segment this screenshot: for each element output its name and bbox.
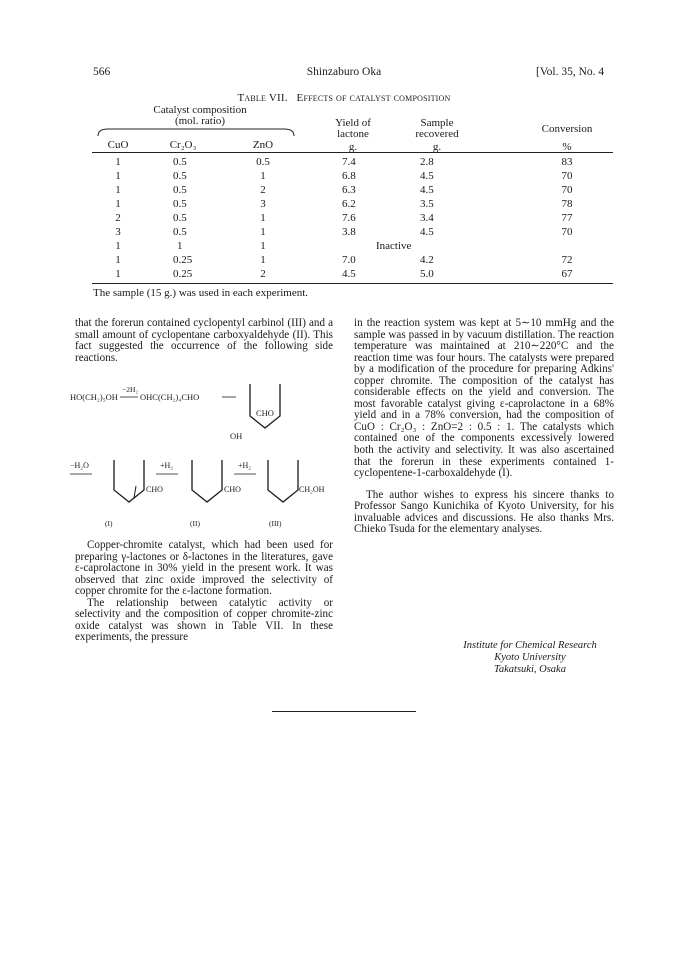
affiliation-line: Kyoto University bbox=[494, 652, 566, 663]
cell-cuo: 2 bbox=[115, 212, 121, 224]
cell-cuo: 1 bbox=[115, 156, 121, 168]
table-header-rule bbox=[92, 152, 613, 153]
step-minus-water: −H₂O bbox=[70, 461, 89, 470]
cell-yield: 4.5 bbox=[342, 268, 356, 280]
ring-icon bbox=[268, 460, 298, 502]
running-author: Shinzaburo Oka bbox=[306, 66, 382, 78]
cell-zno: 1 bbox=[260, 254, 266, 266]
cell-conversion: 70 bbox=[561, 226, 573, 238]
cell-cuo: 1 bbox=[115, 184, 121, 196]
label-I: (I) bbox=[105, 519, 113, 528]
cell-zno: 1 bbox=[260, 170, 266, 182]
cell-cuo: 1 bbox=[115, 268, 121, 280]
table-footnote: The sample (15 g.) was used in each experiment. bbox=[93, 287, 309, 299]
cell-zno: 1 bbox=[260, 226, 266, 238]
cell-cr2o3: 0.5 bbox=[173, 170, 187, 182]
cell-cr2o3: 0.5 bbox=[173, 184, 187, 196]
label-II: (II) bbox=[190, 519, 200, 528]
right-column bbox=[354, 318, 614, 536]
group-header-line1: Catalyst composition bbox=[153, 104, 247, 116]
table-row bbox=[0, 171, 688, 182]
page-number: 566 bbox=[93, 66, 111, 78]
cell-cuo: 1 bbox=[115, 240, 121, 252]
scheme-start: HO(CH₂)₅OH bbox=[70, 392, 118, 402]
paragraph: in the reaction system was kept at 5∼10 mmHg and the sample was passed in by vacuum distillation. The reaction temperature was maintained at 210∼220°C and the reaction time was four hours. The catalysts were prepared by a modification of the procedure for preparing Adkins' copper chromite. The composition of the catalyst has considerable effects on the yield and conversion. The most favorable catalyst giving ε-caprolactone in a 68% yield and in a 78% conversion, had the composition of CuO : Cr₂O₃ : ZnO=2 : 0.5 : 1. The catalysts which contained one of the components excessively lowered both the activity and selectivity. It was also ascertained that the forerun in these experiments contained 1-cyclopentene-1-carboxaldehyde (I). bbox=[354, 317, 614, 480]
table-row bbox=[0, 157, 688, 168]
sub-II: CHO bbox=[224, 485, 241, 494]
cell-zno: 0.5 bbox=[256, 156, 270, 168]
affiliation bbox=[440, 640, 620, 676]
table-row bbox=[0, 227, 688, 238]
step-plus-h2-a: +H₂ bbox=[160, 461, 174, 470]
cell-zno: 2 bbox=[260, 184, 266, 196]
table-bottom-rule bbox=[92, 283, 613, 284]
cell-conversion: 78 bbox=[561, 198, 573, 210]
cell-conversion: 77 bbox=[561, 212, 573, 224]
cell-cuo: 1 bbox=[115, 198, 121, 210]
cell-zno: 3 bbox=[260, 198, 266, 210]
cell-yield: 3.8 bbox=[342, 226, 356, 238]
cell-inactive: Inactive bbox=[376, 240, 412, 252]
reaction-scheme bbox=[70, 372, 340, 537]
left-column-bottom bbox=[75, 540, 333, 644]
cell-cr2o3: 0.5 bbox=[173, 156, 187, 168]
cell-conversion: 70 bbox=[561, 184, 573, 196]
cell-conversion: 67 bbox=[561, 268, 573, 280]
ring-icon bbox=[192, 460, 222, 502]
ring-icon bbox=[114, 460, 144, 502]
col-header-sample-1: Sample bbox=[420, 117, 454, 129]
col-header-sample-2: recovered bbox=[415, 128, 459, 140]
cell-zno: 1 bbox=[260, 240, 266, 252]
col-header-cuo: CuO bbox=[107, 139, 129, 151]
col-header-conversion: Conversion bbox=[541, 123, 593, 135]
cell-conversion: 72 bbox=[561, 254, 573, 266]
cell-cr2o3: 1 bbox=[177, 240, 183, 252]
label-III: (III) bbox=[269, 519, 282, 528]
cell-sample: 4.2 bbox=[420, 254, 434, 266]
volume-info: [Vol. 35, No. 4 bbox=[536, 66, 605, 78]
table-title: Effects of catalyst composition bbox=[296, 92, 451, 104]
cell-cr2o3: 0.25 bbox=[173, 254, 193, 266]
cell-sample: 4.5 bbox=[420, 184, 434, 196]
table-row bbox=[0, 199, 688, 210]
table-row bbox=[0, 255, 688, 266]
end-rule bbox=[272, 711, 416, 712]
sub-I: CHO bbox=[146, 485, 163, 494]
table-caption bbox=[0, 92, 688, 104]
cell-cr2o3: 0.5 bbox=[173, 198, 187, 210]
col-header-conversion-unit: % bbox=[562, 141, 572, 153]
cell-conversion: 83 bbox=[561, 156, 573, 168]
cell-sample: 3.4 bbox=[420, 212, 434, 224]
cell-cuo: 1 bbox=[115, 254, 121, 266]
cell-sample: 3.5 bbox=[420, 198, 434, 210]
cell-cuo: 1 bbox=[115, 170, 121, 182]
col-header-cr2o3: Cr₂O₃ bbox=[169, 139, 197, 151]
paragraph: Copper-chromite catalyst, which had been used for preparing γ-lactones or δ-lactones in the literatures, gave ε-caprolactone in 30% yield in the present work. It was observed that zinc oxide improved the selectivity of copper chromite for the ε-lactone formation. bbox=[75, 539, 333, 598]
cell-cr2o3: 0.25 bbox=[173, 268, 193, 280]
left-column-top bbox=[75, 318, 333, 364]
cell-cr2o3: 0.5 bbox=[173, 226, 187, 238]
group-header-line2: (mol. ratio) bbox=[174, 115, 226, 127]
paragraph: The relationship between catalytic activity or selectivity and the composition of copper chromite-zinc oxide catalyst was shown in Table VII. In these experiments, the pressure bbox=[75, 596, 333, 644]
acknowledgment: The author wishes to express his sincere thanks to Professor Sango Kunichika of Kyoto University, for his invaluable advices and discussions. He also thanks Mrs. Chieko Tsuda for the elementary analyses. bbox=[354, 488, 614, 536]
table-row bbox=[0, 269, 688, 280]
cell-sample: 5.0 bbox=[420, 268, 434, 280]
ring1-oh: OH bbox=[230, 431, 243, 441]
cell-cr2o3: 0.5 bbox=[173, 212, 187, 224]
cell-zno: 1 bbox=[260, 212, 266, 224]
cell-sample: 4.5 bbox=[420, 170, 434, 182]
step-plus-h2-b: +H₂ bbox=[238, 461, 252, 470]
col-header-yield-1: Yield of bbox=[335, 117, 371, 129]
col-header-yield-2: lactone bbox=[337, 128, 369, 140]
group-brace bbox=[96, 126, 296, 138]
scheme-intermediate: OHC(CH₂)₄CHO bbox=[140, 392, 200, 402]
cell-yield: 6.2 bbox=[342, 198, 356, 210]
cell-cuo: 3 bbox=[115, 226, 121, 238]
table-row bbox=[0, 241, 688, 252]
cell-yield: 7.0 bbox=[342, 254, 356, 266]
table-row bbox=[0, 185, 688, 196]
cell-zno: 2 bbox=[260, 268, 266, 280]
ring1-cho: CHO bbox=[256, 408, 274, 418]
ring-icon bbox=[250, 384, 280, 428]
paragraph: that the forerun contained cyclopentyl carbinol (III) and a small amount of cyclopentane carboxyaldehyde (II). This fact suggested the occurrence of the following side reactions. bbox=[75, 317, 333, 364]
col-header-zno: ZnO bbox=[252, 139, 274, 151]
cell-yield: 7.4 bbox=[342, 156, 356, 168]
cell-yield: 6.8 bbox=[342, 170, 356, 182]
affiliation-line: Institute for Chemical Research bbox=[463, 640, 597, 651]
col-header-sample-unit: g. bbox=[432, 141, 442, 153]
table-label: Table VII. bbox=[237, 92, 288, 104]
scheme-arrow1-label: −2H₂ bbox=[122, 385, 139, 394]
cell-yield: 7.6 bbox=[342, 212, 356, 224]
affiliation-line: Takatsuki, Osaka bbox=[494, 664, 566, 675]
table-row bbox=[0, 213, 688, 224]
cell-conversion: 70 bbox=[561, 170, 573, 182]
sub-III: CH₂OH bbox=[299, 485, 325, 494]
cell-sample: 4.5 bbox=[420, 226, 434, 238]
cell-sample: 2.8 bbox=[420, 156, 434, 168]
cell-yield: 6.3 bbox=[342, 184, 356, 196]
col-header-yield-unit: g. bbox=[348, 141, 358, 153]
